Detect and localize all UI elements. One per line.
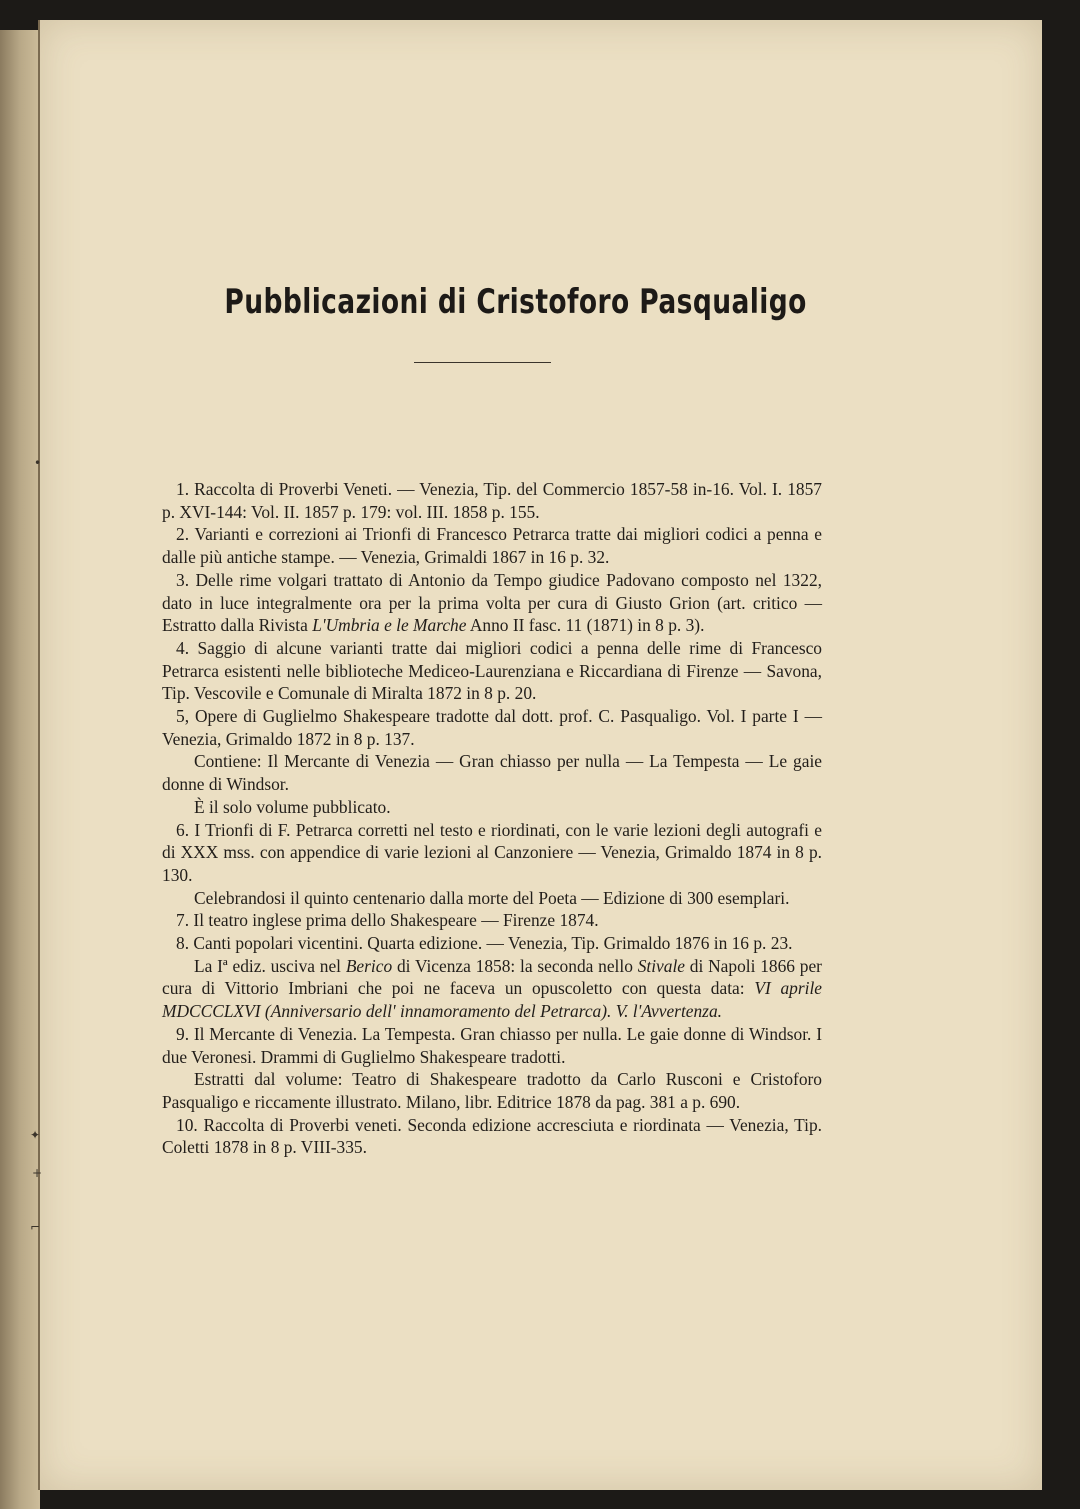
note-text: La Iª ediz. usciva nel xyxy=(194,955,342,976)
binding-mark: • xyxy=(34,456,42,470)
book-spine-edge xyxy=(0,30,43,1509)
note-text: di Vicenza 1858: la seconda nello xyxy=(396,955,633,976)
entry-italic-title: L'Umbria e le Marche xyxy=(312,615,467,636)
entry-number: 7. xyxy=(176,910,190,931)
entry-note: Estratti dal volume: Teatro di Shakespeare tradotto da Carlo Rusconi e Cristoforo Pasqualigo e riccamente illustrato. Milano, libr. Editrice 1878 da pag. 381 a p. 690. xyxy=(162,1069,822,1112)
entry-number: 9. xyxy=(176,1023,190,1044)
entry-text: I Trionfi di F. Petrarca corretti nel testo e riordinati, con le varie lezioni degli autografi e di XXX mss. con appendice di varie lezioni al Canzoniere — Venezia, Grimaldo 1874 in 8 p. 130. xyxy=(162,819,822,885)
entry-text: Saggio di alcune varianti tratte dai migliori codici a penna delle rime di Francesco Petrarca esistenti nelle biblioteche Mediceo-Laurenziana e Riccardiana di Firenze — Savona, Tip. Vescovile e Comunale di Miralta 1872 in 8 p. 20. xyxy=(162,637,822,704)
entry-note: Contiene: Il Mercante di Venezia — Gran chiasso per nulla — La Tempesta — Le gaie donne di Windsor. xyxy=(162,751,822,795)
list-item xyxy=(162,1114,822,1159)
note-italic: VI aprile MDCCCLXVI (Anniversario dell' innamoramento del Petrarca). V. l'Avvertenza. xyxy=(162,978,822,1022)
binding-mark: ✦ xyxy=(30,1128,41,1142)
list-item xyxy=(162,569,822,637)
title-rule xyxy=(414,362,551,363)
entry-number: 5, xyxy=(176,706,190,727)
entry-text: Raccolta di Proverbi Veneti. — Venezia, Tip. del Commercio 1857-58 in-16. Vol. I. 1857 p. XVI-144: Vol. II. 1857 p. 179: vol. III. 1858 p. 155. xyxy=(162,479,822,522)
list-item xyxy=(162,1023,822,1068)
document-page xyxy=(30,20,1042,1490)
entry-text: Il teatro inglese prima dello Shakespeare — Firenze 1874. xyxy=(193,910,599,931)
entry-number: 2. xyxy=(176,524,190,545)
list-item xyxy=(162,705,822,750)
list-item xyxy=(162,478,822,523)
list-item xyxy=(162,523,822,568)
entry-number: 3. xyxy=(176,569,190,590)
list-item xyxy=(162,637,822,705)
entry-text: Varianti e correzioni ai Trionfi di Francesco Petrarca tratte dai migliori codici a penna e dalle più antiche stampe. — Venezia, Grimaldi 1867 in 16 p. 32. xyxy=(162,524,822,568)
entry-text: Anno II fasc. 11 (1871) in 8 p. 3). xyxy=(469,615,705,636)
publication-list xyxy=(162,478,822,1159)
list-item xyxy=(162,909,822,932)
binding-mark: + xyxy=(32,1166,43,1180)
entry-text: Il Mercante di Venezia. La Tempesta. Gran chiasso per nulla. Le gaie donne di Windsor. I due Veronesi. Drammi di Guglielmo Shakespeare tradotti. xyxy=(162,1023,822,1067)
list-item xyxy=(162,932,822,955)
entry-note: È il solo volume pubblicato. xyxy=(194,796,391,817)
entry-text: Opere di Guglielmo Shakespeare tradotte dal dott. prof. C. Pasqualigo. Vol. I parte I — Venezia, Grimaldo 1872 in 8 p. 137. xyxy=(162,706,822,749)
entry-text: Canti popolari vicentini. Quarta edizione. — Venezia, Tip. Grimaldo 1876 in 16 p. 23. xyxy=(193,933,793,954)
page-title: Pubblicazioni di Cristoforo Pasqualigo xyxy=(224,282,807,322)
entry-number: 10. xyxy=(176,1114,198,1135)
note-italic: Stivale xyxy=(637,955,686,976)
note-text: di Napoli 1866 per cura di Vittorio Imbriani che poi ne faceva un opuscoletto con questa data: xyxy=(162,955,822,999)
entry-note xyxy=(162,955,822,1023)
list-item xyxy=(162,819,822,887)
entry-number: 1. xyxy=(176,479,190,499)
entry-number: 6. xyxy=(176,819,190,840)
binding-mark: ⌐ xyxy=(30,1220,41,1234)
entry-note: Celebrandosi il quinto centenario dalla morte del Poeta — Edizione di 300 esemplari. xyxy=(194,887,790,908)
entry-number: 8. xyxy=(176,933,190,954)
note-italic: Berico xyxy=(345,955,393,976)
entry-number: 4. xyxy=(176,637,190,658)
entry-text: Delle rime volgari trattato di Antonio da Tempo giudice Padovano composto nel 1322, dato in luce integralmente ora per la prima volta per cura di Giusto Grion (art. critico — Estratto dalla Rivista xyxy=(162,569,822,636)
entry-text: Raccolta di Proverbi veneti. Seconda edizione accresciuta e riordinata — Venezia, Tip. Coletti 1878 in 8 p. VIII-335. xyxy=(162,1114,822,1158)
